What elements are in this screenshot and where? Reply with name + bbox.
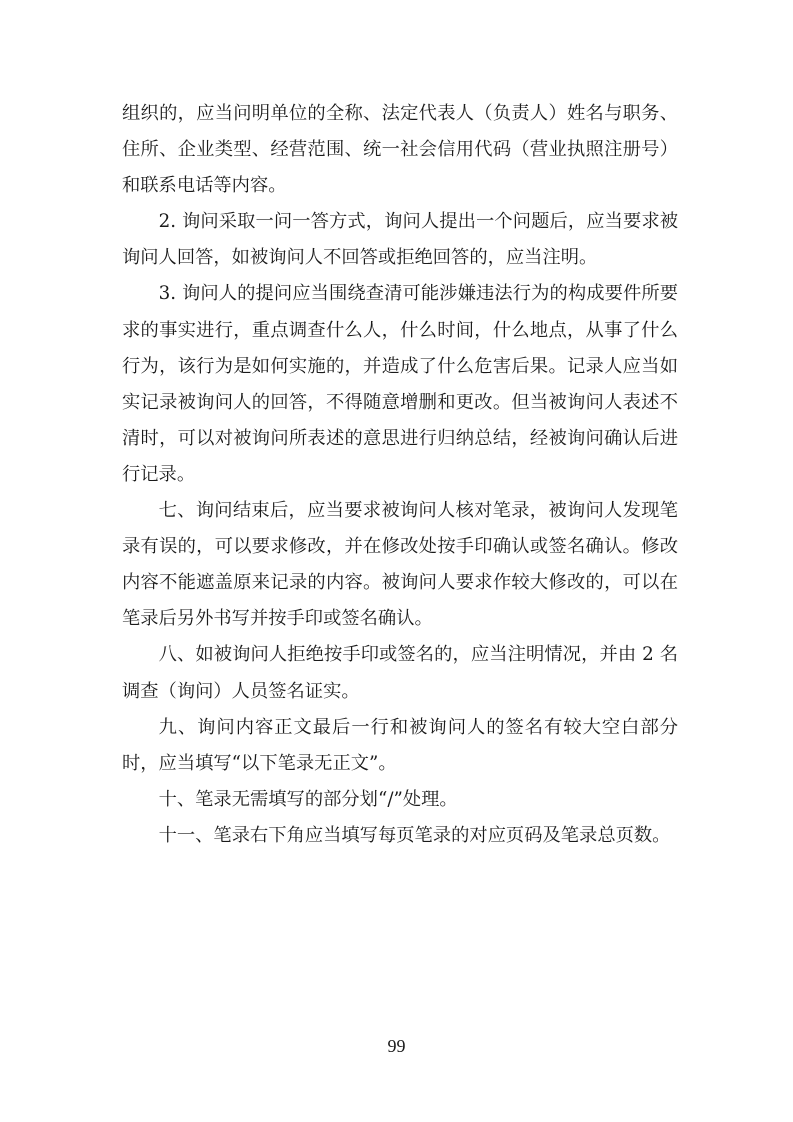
paragraph-section-8: 八、如被询问人拒绝按手印或签名的，应当注明情况，并由 2 名调查（询问）人员签名证实。 — [122, 644, 678, 702]
paragraph-section-9: 九、询问内容正文最后一行和被询问人的签名有较大空白部分时，应当填写“以下笔录无正文”。 — [122, 716, 678, 774]
body-text — [122, 96, 678, 854]
paragraph-item-2: 2. 询问采取一问一答方式，询问人提出一个问题后，应当要求被询问人回答，如被询问人不回答或拒绝回答的，应当注明。 — [122, 211, 678, 269]
paragraph-continuation: 组织的，应当问明单位的全称、法定代表人（负责人）姓名与职务、住所、企业类型、经营范围、统一社会信用代码（营业执照注册号）和联系电话等内容。 — [122, 103, 678, 197]
page-number: 99 — [387, 1036, 406, 1056]
paragraph-section-10: 十、笔录无需填写的部分划“/”处理。 — [158, 788, 458, 810]
paragraph-section-7: 七、询问结束后，应当要求被询问人核对笔录，被询问人发现笔录有误的，可以要求修改，并在修改处按手印确认或签名确认。修改内容不能遮盖原来记录的内容。被询问人要求作较大修改的，可以在笔录后另外书写并按手印或签名确认。 — [122, 500, 678, 630]
paragraph-item-3: 3. 询问人的提问应当围绕查清可能涉嫌违法行为的构成要件所要求的事实进行，重点调查什么人，什么时间，什么地点，从事了什么行为，该行为是如何实施的，并造成了什么危害后果。记录人应当如实记录被询问人的回答，不得随意增删和更改。但当被询问人表述不清时，可以对被询问所表述的意思进行归纳总结，经被询问确认后进行记录。 — [122, 283, 678, 485]
paragraph-section-11: 十一、笔录右下角应当填写每页笔录的对应页码及笔录总页数。 — [158, 824, 671, 846]
